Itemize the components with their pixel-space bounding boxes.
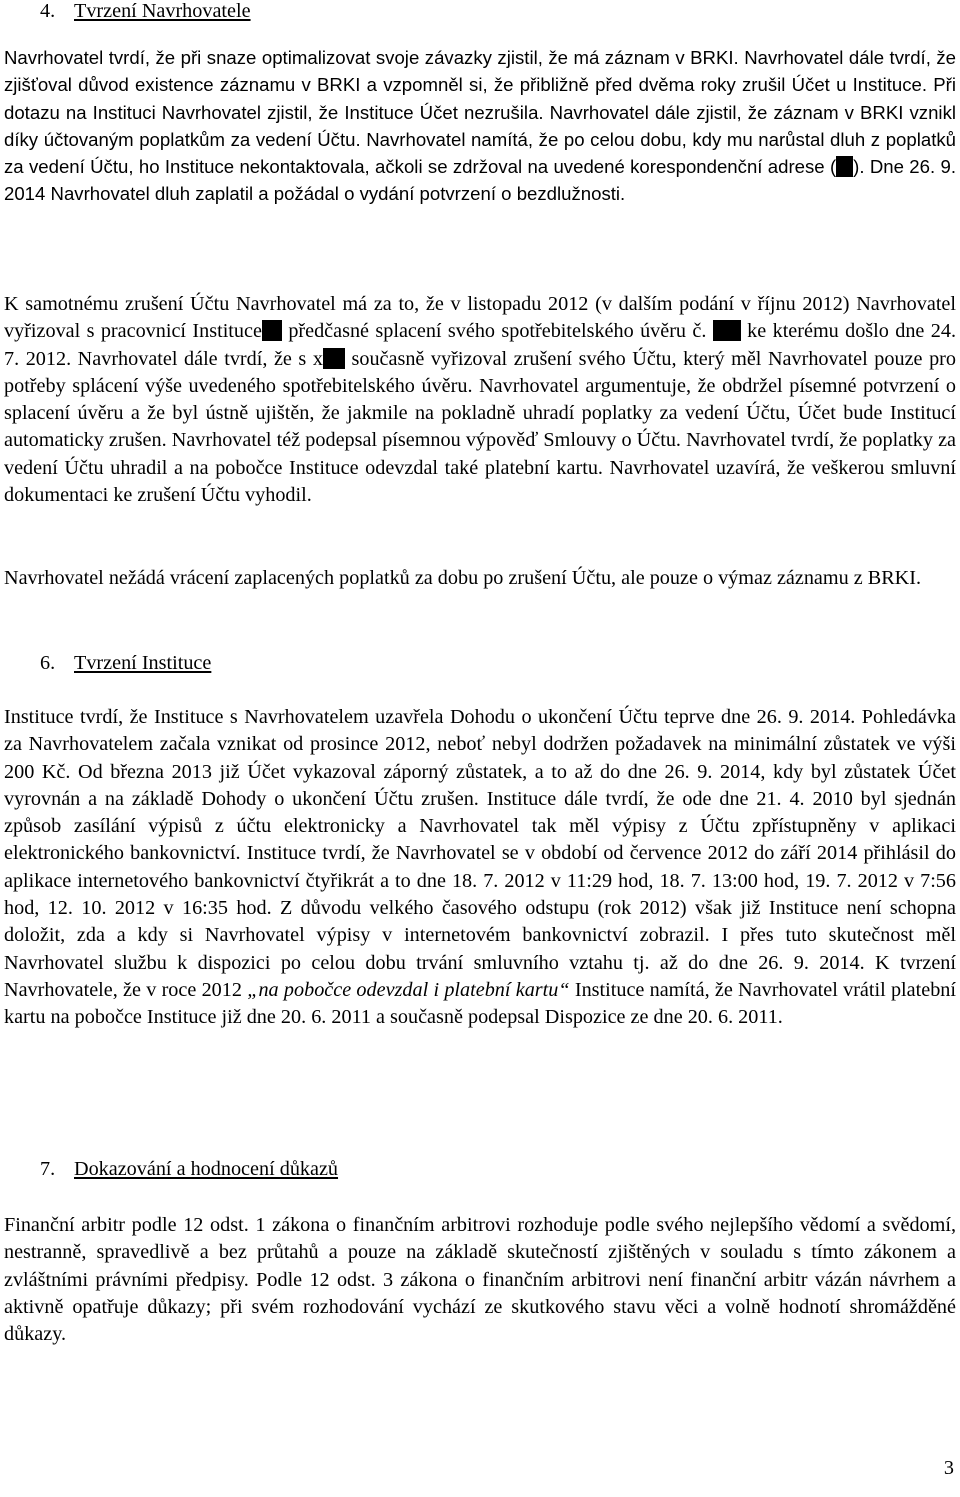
paragraph-account-cancellation	[4, 291, 956, 509]
text-run: Instituce namítá, že Navrhovatel vrátil platební kartu na pobočce Instituce již dne 20. 6. 2011 a současně podepsal Dispozice ze dne 20. 6. 2011.	[4, 978, 956, 1029]
section-title: Tvrzení Instituce	[74, 652, 212, 674]
text-run: ke kterému došlo dne 24. 7. 2012. Navrhovatel dále tvrdí, že s x	[4, 320, 956, 370]
paragraph-navrhovatel-claim	[4, 44, 956, 208]
section-number: 4.	[40, 0, 56, 22]
section-4-heading	[0, 0, 251, 26]
section-number: 6.	[40, 652, 56, 674]
section-6-heading	[0, 648, 211, 678]
quoted-text: „na pobočce odevzdal i platební kartu“	[247, 978, 570, 1001]
paragraph-request: Navrhovatel nežádá vrácení zaplacených poplatků za dobu po zrušení Účtu, ale pouze o výmaz záznamu z BRKI.	[4, 567, 922, 589]
redaction-block	[713, 320, 741, 341]
page-number: 3	[943, 1457, 954, 1479]
text-run: Navrhovatel tvrdí, že při snaze optimalizovat svoje závazky zjistil, že má záznam v BRKI. Navrhovatel dále tvrdí, že zjišťoval důvod existence záznamu v BRKI a vzpomněl si, že přibližně před dvěma roky zrušil Účet u Instituce. Při dotazu na Instituci Navrhovatel zjistil, že Instituce Účet nezrušila. Navrhovatel dále zjistil, že záznam v BRKI vznikl díky účtovaným poplatkům za vedení Účtu. Navrhovatel namítá, že po celou dobu, kdy mu narůstal dluh z poplatků za vedení Účtu, ho Instituce nekontaktovala, ačkoli se zdržoval na uvedené korespondenční adrese (	[4, 47, 956, 178]
text-run: současně vyřizoval zrušení svého Účtu, který měl Navrhovatel pouze pro potřeby splácení výše uvedeného spotřebitelského úvěru. Navrhovatel argumentuje, že obdržel písemné potvrzení o splacení úvěru a že byl ústně ujištěn, že jakmile na pokladně uhradí poplatky za vedení Účtu, Účet bude Institucí automaticky zrušen. Navrhovatel též podepsal písemnou výpověď Smlouvy o Účtu. Navrhovatel tvrdí, že poplatky za vedení Účtu uhradil a na pobočce Instituce odevzdal také platební kartu. Navrhovatel uzavírá, že veškerou smluvní dokumentaci ke zrušení Účtu vyhodil.	[4, 347, 956, 507]
redaction-block	[323, 348, 345, 369]
text-run: K samotnému zrušení Účtu Navrhovatel má za to, že v listopadu 2012 (v dalším podání v říjnu 2012) Navrhovatel vyřizoval s pracovnicí Instituce	[4, 293, 956, 343]
paragraph-evidence: Finanční arbitr podle 12 odst. 1 zákona o finančním arbitrovi rozhoduje podle svého nejlepšího vědomí a svědomí, nestranně, spravedlivě a bez průtahů a pouze na základě skutečností zjištěných v souladu s tímto zákonem a zvláštními právními předpisy. Podle 12 odst. 3 zákona o finančním arbitrovi není finanční arbitr vázán návrhem a aktivně opatřuje důkazy; při svém rozhodování vychází ze skutkového stavu věci a volně hodnotí shromážděné důkazy.	[4, 1214, 956, 1346]
redaction-block	[262, 320, 282, 341]
section-number: 7.	[40, 1158, 56, 1180]
text-run: předčasné splacení svého spotřebitelského úvěru č.	[281, 320, 713, 343]
text-run: ). Dne 26. 9. 2014 Navrhovatel dluh zaplatil a požádal o vydání potvrzení o bezdlužnosti.	[4, 156, 956, 205]
redaction-block	[836, 156, 853, 177]
paragraph-instituce-claim	[4, 704, 956, 1032]
section-title: Dokazování a hodnocení důkazů	[74, 1158, 339, 1180]
text-run: Instituce tvrdí, že Instituce s Navrhovatelem uzavřela Dohodu o ukončení Účtu teprve dne 26. 9. 2014. Pohledávka za Navrhovatelem začala vznikat od prosince 2012, neboť nebyl dodržen požadavek na minimální zůstatek ve výši 200 Kč. Od března 2013 již Účet vykazoval záporný zůstatek, a to až do dne 26. 9. 2014, kdy byl zůstatek Účet vyrovnán a na základě Dohody o ukončení Účtu zrušen. Instituce dále tvrdí, že ode dne 21. 4. 2010 byl sjednán způsob zasílání výpisů z účtu elektronicky a Navrhovatel tak měl výpisy z Účtu zpřístupněny v aplikaci elektronického bankovnictví. Instituce tvrdí, že Navrhovatel se v období od července 2012 do září 2014 přihlásil do aplikace internetového bankovnictví čtyřikrát a to dne 18. 7. 2012 v 11:29 hod, 18. 7. 13:00 hod, 19. 7. 2012 v 7:56 hod, 12. 10. 2012 v 16:35 hod. Z důvodu velkého časového odstupu (rok 2012) však již Instituce není schopna doložit, zda a kdy si Navrhovatel výpisy v internetovém bankovnictví zobrazil. I přes tuto skutečnost měl Navrhovatel službu k dispozici po celou dobu trvání smluvního vztahu tj. až do dne 26. 9. 2014. K tvrzení Navrhovatele, že v roce 2012	[4, 706, 956, 1001]
section-7-heading	[0, 1154, 338, 1184]
section-title: Tvrzení Navrhovatele	[74, 0, 251, 22]
